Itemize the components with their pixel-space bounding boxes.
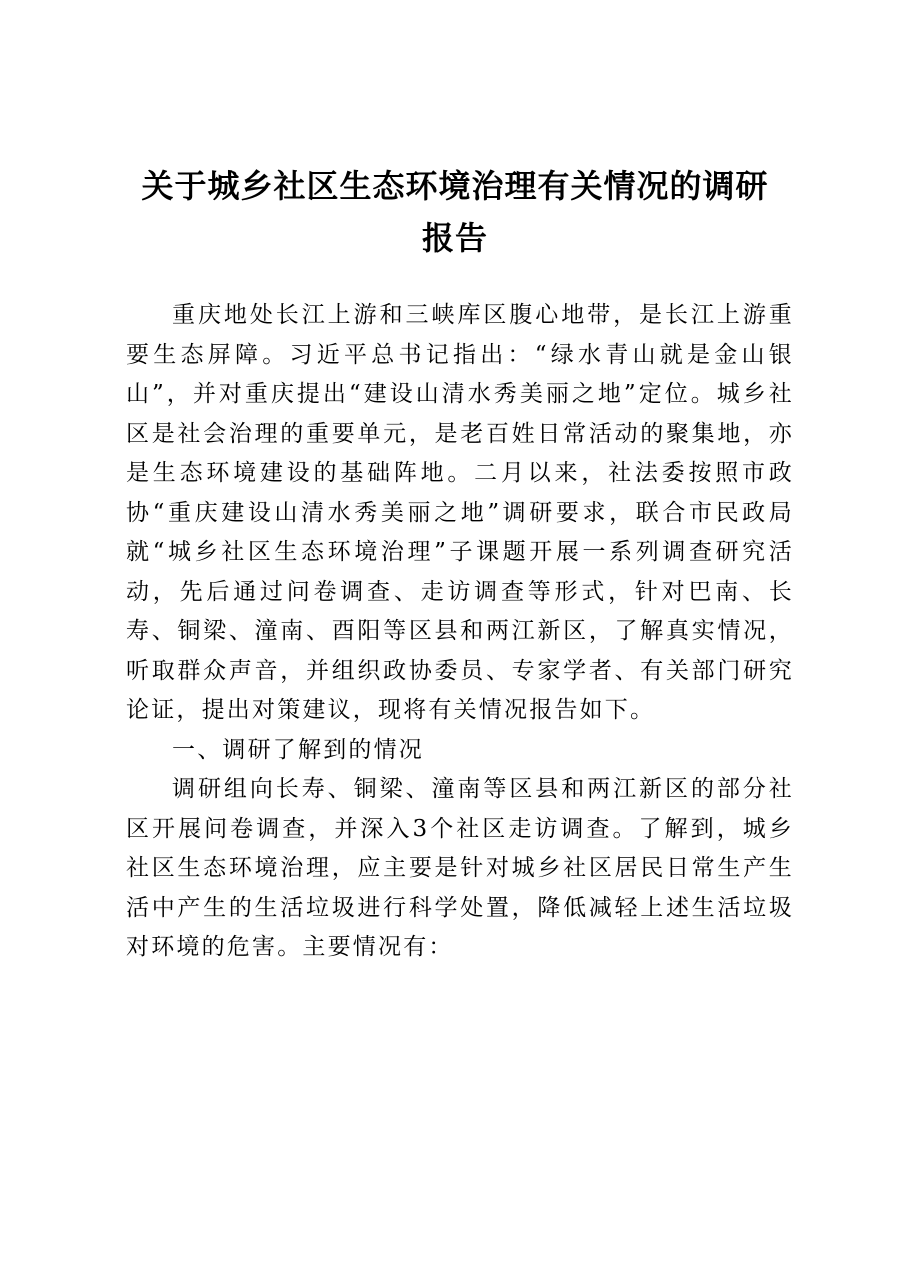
document-title-line-2: 报告 [421,219,488,257]
paragraph-intro: 重庆地处长江上游和三峡库区腹心地带，是长江上游重要生态屏障。习近平总书记指出：“绿水青山就是金山银山”，并对重庆提出“建设山清水秀美丽之地”定位。城乡社区是社会治理的重要单元，是老百姓日常活动的聚集地，亦是生态环境建设的基础阵地。二月以来，社法委按照市政协“重庆建设山清水秀美丽之地”调研要求，联合市民政局就“城乡社区生态环境治理”子课题开展一系列调查研究活动，先后通过问卷调查、走访调查等形式，针对巴南、长寿、铜梁、潼南、酉阳等区县和两江新区，了解真实情况，听取群众声音，并组织政协委员、专家学者、有关部门研究论证，提出对策建议，现将有关情况报告如下。 [126,302,794,723]
document-body [126,296,794,968]
document-title-line-1: 关于城乡社区生态环境治理有关情况的调研 [141,167,769,205]
section-heading-1: 一、调研了解到的情况 [172,736,424,763]
paragraph-section-1: 调研组向长寿、铜梁、潼南等区县和两江新区的部分社区开展问卷调查，并深入3个社区走访调查。了解到，城乡社区生态环境治理，应主要是针对城乡社区居民日常生产生活中产生的生活垃圾进行科学处置，降低减轻上述生活垃圾对环境的危害。主要情况有： [126,776,794,960]
document-title [110,160,800,264]
